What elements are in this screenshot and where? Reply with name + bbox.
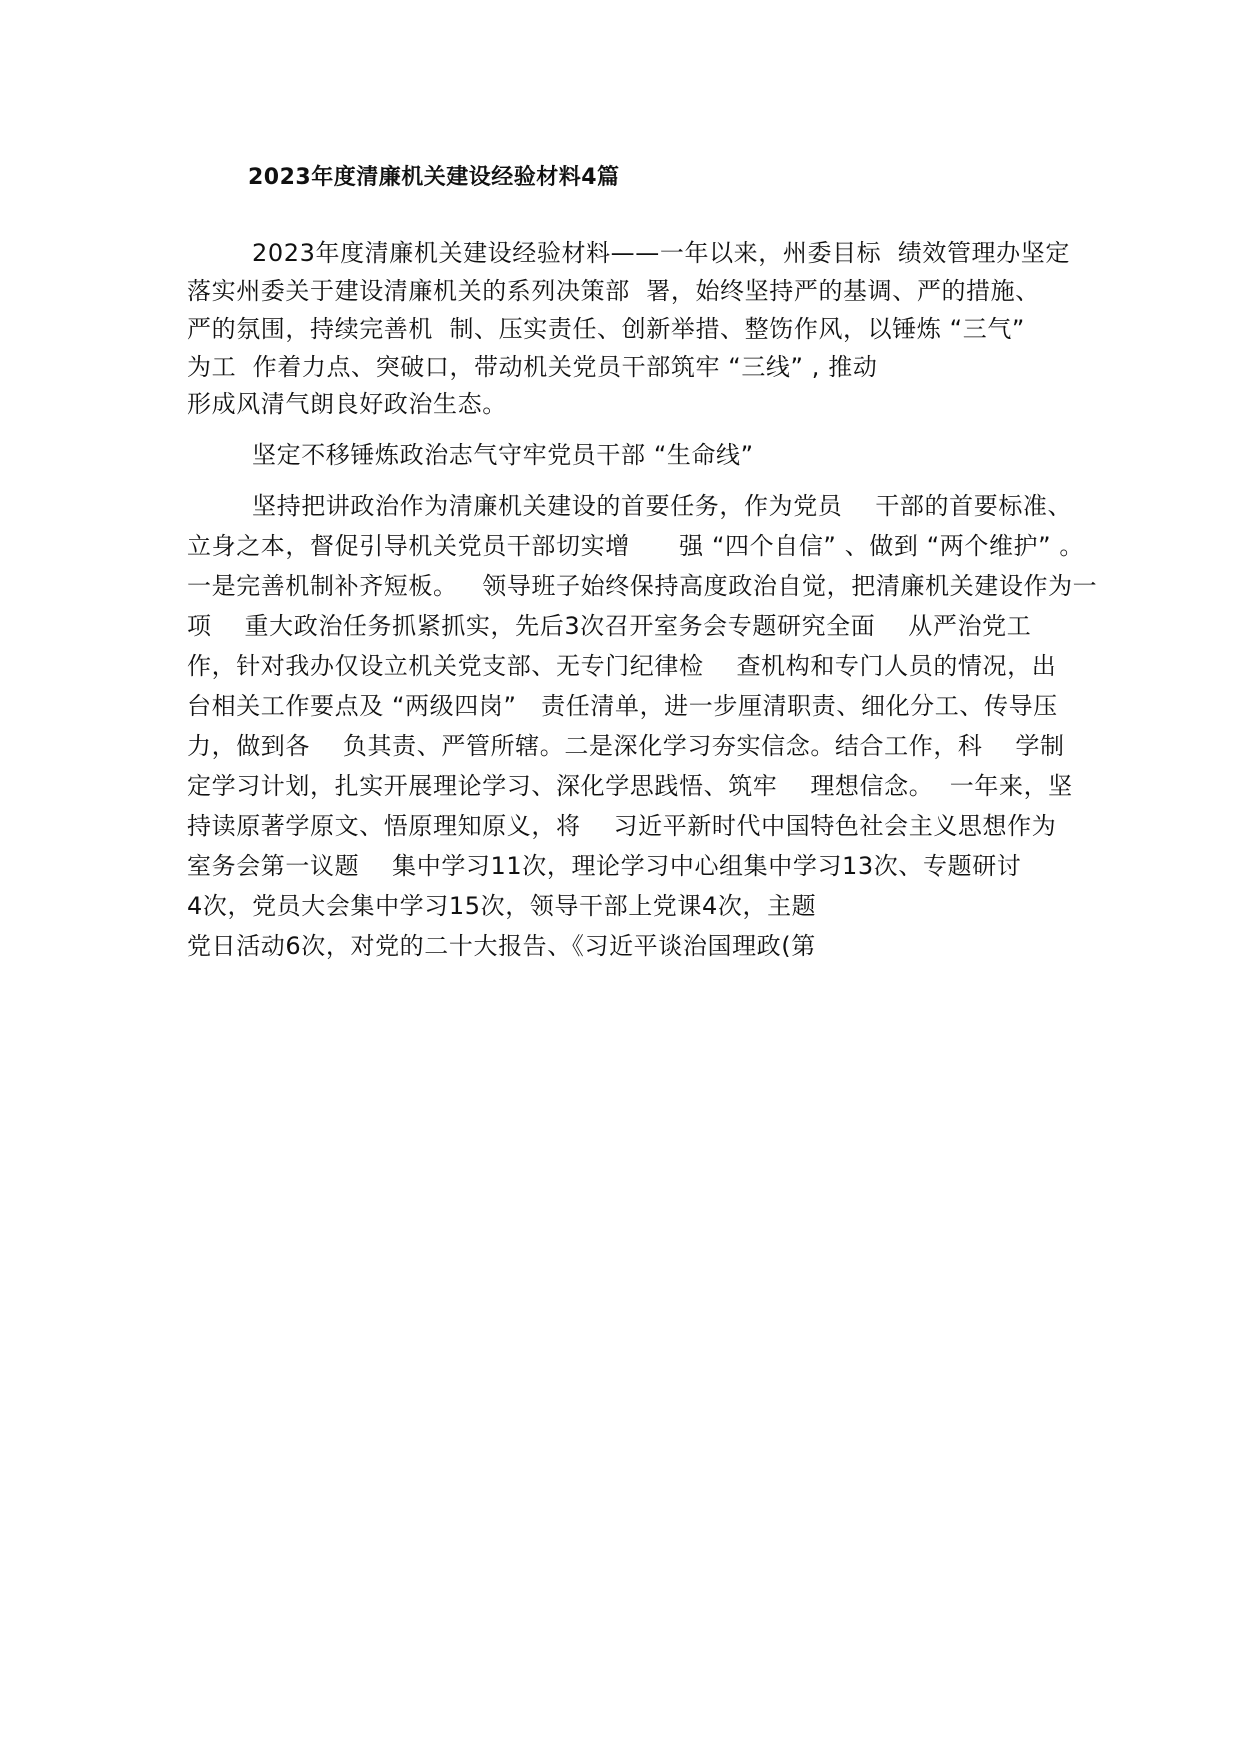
- paragraph-line: 4次，党员大会集中学习15次，领导干部上党课4次，主题: [187, 892, 817, 920]
- paragraph-line: 党日活动6次，对党的二十大报告、《习近平谈治国理政(第: [187, 932, 816, 960]
- paragraph-line: 台相关工作要点及 “两级四岗” 责任清单，进一步厘清职责、细化分工、传导压: [187, 692, 1058, 720]
- paragraph-line: 严的氛围，持续完善机 制、压实责任、创新举措、整饬作风，以锤炼 “三气”: [187, 315, 1025, 343]
- paragraph-line: 落实州委关于建设清廉机关的系列决策部 署，始终坚持严的基调、严的措施、: [187, 277, 1040, 305]
- paragraph-line: 2023年度清廉机关建设经验材料——一年以来，州委目标 绩效管理办坚定: [252, 239, 1070, 267]
- section-heading: 坚定不移锤炼政治志气守牢党员干部 “生命线”: [252, 441, 754, 469]
- paragraph-line: 形成风清气朗良好政治生态。: [187, 390, 507, 418]
- paragraph-line: 立身之本，督促引导机关党员干部切实增 强 “四个自信” 、做到 “两个维护” 。: [187, 532, 1085, 560]
- paragraph-line: 为工 作着力点、突破口，带动机关党员干部筑牢 “三线” , 推动: [187, 353, 878, 381]
- paragraph-line: 坚持把讲政治作为清廉机关建设的首要任务，作为党员 干部的首要标准、: [252, 492, 1073, 520]
- paragraph-line: 室务会第一议题 集中学习11次，理论学习中心组集中学习13次、专题研讨: [187, 852, 1022, 880]
- paragraph-line: 持读原著学原文、悟原理知原义，将 习近平新时代中国特色社会主义思想作为: [187, 812, 1057, 840]
- paragraph-line: 项 重大政治任务抓紧抓实，先后3次召开室务会专题研究全面 从严治党工: [187, 612, 1032, 640]
- paragraph-line: 力，做到各 负其责、严管所辖。二是深化学习夯实信念。结合工作，科 学制: [187, 732, 1065, 760]
- paragraph-line: 定学习计划，扎实开展理论学习、深化学思践悟、筑牢 理想信念。 一年来，坚: [187, 772, 1073, 800]
- paragraph-line: 一是完善机制补齐短板。 领导班子始终保持高度政治自觉，把清廉机关建设作为一: [187, 572, 1098, 600]
- paragraph-line: 作，针对我办仅设立机关党支部、无专门纪律检 查机构和专门人员的情况，出: [187, 652, 1057, 680]
- document-title: 2023年度清廉机关建设经验材料4篇: [248, 165, 620, 190]
